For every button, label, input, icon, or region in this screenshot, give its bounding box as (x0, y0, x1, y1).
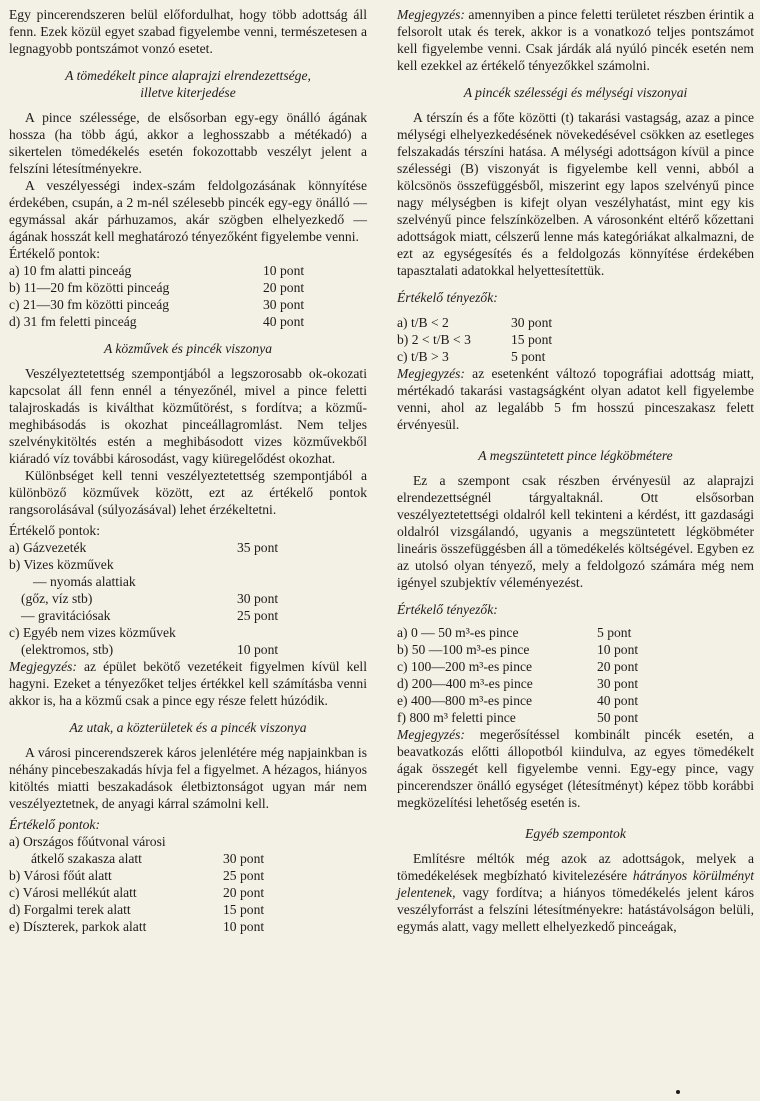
scoring-row (9, 850, 264, 867)
scoring-points: 30 pont (237, 591, 279, 606)
heading-line: A tömedékelt pince alaprajzi elrendezettsége, (65, 68, 311, 83)
note-label: Megjegyzés: (397, 7, 465, 22)
heading-line: illetve kiterjedése (140, 85, 236, 100)
scoring-item: a) Országos főútvonal városi (9, 834, 166, 849)
scoring-item: (gőz, víz stb) (21, 591, 93, 606)
scoring-item: c) t/B > 3 (397, 349, 449, 364)
scoring-item: — gravitációsak (21, 608, 111, 623)
intro-paragraph: Egy pincerendszeren belül előfordulhat, hogy több adottság áll fenn. Ezek közül egyet szabad figyelembe venni, természetesen a legnagyobb pontszámot vonzó esetet. (9, 7, 367, 56)
scoring-row (397, 331, 552, 348)
scoring-points: 25 pont (223, 868, 265, 883)
scoring-points (223, 833, 264, 850)
scoring-points: 35 pont (237, 540, 279, 555)
scoring-points: 10 pont (223, 919, 265, 934)
scoring-row (397, 348, 552, 365)
scoring-points: 20 pont (263, 280, 305, 295)
scoring-item: (elektromos, stb) (21, 642, 114, 657)
scoring-points: 20 pont (597, 659, 639, 674)
note-label: Megjegyzés: (397, 727, 465, 742)
scoring-item: e) 400—800 m³-es pince (397, 693, 533, 708)
scoring-label: Értékelő tényezők: (397, 290, 498, 305)
scoring-item: a) Gázvezeték (9, 540, 87, 555)
scoring-row (9, 262, 304, 279)
scoring-points: 40 pont (263, 314, 305, 329)
scoring-row (9, 918, 264, 935)
scoring-item: — nyomás alattiak (33, 574, 136, 589)
scoring-row (397, 692, 638, 709)
note-text: az esetenként változó topográfiai adottság miatt, mértékadó takarási vastagságként olyan adatot kell figyelembe venni, ahol az legalább 5 fm hosszú pinceszakasz felett érvényesül. (397, 366, 754, 432)
scoring-row (9, 901, 264, 918)
page-mark (676, 1090, 680, 1094)
scoring-points: 30 pont (511, 315, 553, 330)
scoring-row (9, 279, 304, 296)
scoring-row (9, 867, 264, 884)
scoring-item: a) t/B < 2 (397, 315, 449, 330)
scoring-row (9, 607, 278, 624)
section-heading-other: Egyéb szempontok (525, 826, 626, 841)
scoring-points: 15 pont (223, 902, 265, 917)
scoring-points: 50 pont (597, 710, 639, 725)
scoring-item: b) 11—20 fm közötti pinceág (9, 280, 170, 295)
note-paragraph (397, 726, 754, 811)
scoring-points: 30 pont (223, 851, 265, 866)
scoring-item: b) 50 —100 m³-es pince (397, 642, 530, 657)
note-paragraph (397, 365, 754, 433)
scoring-row (397, 314, 552, 331)
scoring-row (9, 833, 264, 850)
section-heading-utilities: A közművek és pincék viszonya (103, 341, 273, 356)
paragraph: A veszélyességi index-szám feldolgozásának könnyítése érdekében, csupán, a 2 m-nél szélesebb pincék egy-egy önálló — egymással akár párhuzamos, akár szögben elhelyezkedő — ágának hosszát kell meghatározó tényezőként figyelembe venni. (9, 178, 367, 244)
scoring-item: c) Egyéb nem vizes közművek (9, 625, 176, 640)
note-text: amennyiben a pince feletti területet részben érintik a felsorolt utak és terek, akkor is a vonatkozó teljes pontszámot kell figyelembe venni. Csak járdák alá nyúló pincék esetén nem kell ezekkel az értékelő tényezőkkel számolni. (397, 7, 754, 73)
scoring-points (237, 556, 278, 573)
scoring-points: 40 pont (597, 693, 639, 708)
paragraph: A városi pincerendszerek káros jelenlétére még napjainkban is néhány pincebeszakadás hívja fel a figyelmet. A hézagos, hiányos kitöltés miatti beszakadások életbiztonságot ugyan már nem veszélyeztetnek, de anyagi kárral számolni kell. (9, 745, 367, 811)
scoring-row (9, 296, 304, 313)
scoring-row (9, 556, 278, 573)
scoring-label: Értékelő pontok: (9, 246, 100, 261)
scoring-points: 25 pont (237, 608, 279, 623)
scoring-item: b) Vizes közművek (9, 557, 114, 572)
scoring-table (397, 314, 552, 365)
scoring-row (9, 573, 278, 590)
scoring-table (9, 262, 304, 330)
scoring-label: Értékelő pontok: (9, 523, 100, 538)
section-heading-roads: Az utak, a közterületek és a pincék viszonya (69, 720, 307, 735)
section-heading-layout (9, 67, 367, 101)
scoring-item: átkelő szakasza alatt (31, 851, 142, 866)
scoring-table (9, 833, 264, 935)
scoring-points (237, 573, 278, 590)
scoring-row (9, 539, 278, 556)
note-text: az épület bekötő vezetékeit figyelmen kívül kell hagyni. Ezeket a tényezőket teljes értékkel kell számításba venni akkor is, ha a közmű csak a pince egy része felett húzódik. (9, 659, 367, 708)
scoring-item: d) 31 fm feletti pinceág (9, 314, 137, 329)
scoring-row (397, 624, 638, 641)
right-column (397, 6, 754, 935)
scoring-item: e) Díszterek, parkok alatt (9, 919, 147, 934)
paragraph: A pince szélessége, de elsősorban egy-egy önálló ágának hossza (ha több ágú, akkor a leghosszabb a métékadó) a sikertelen tömedékelés esetén fokozottabb veszélyt jelent a felszíni létesítményekre. (9, 110, 367, 176)
scoring-item: a) 0 — 50 m³-es pince (397, 625, 519, 640)
scoring-item: c) 100—200 m³-es pince (397, 659, 533, 674)
scoring-row (397, 675, 638, 692)
scoring-points: 20 pont (223, 885, 265, 900)
scoring-label: Értékelő pontok: (9, 817, 100, 832)
scoring-item: f) 800 m³ feletti pince (397, 710, 516, 725)
note-paragraph (397, 6, 754, 74)
paragraph: A térszín és a főte közötti (t) takarási vastagság, azaz a pince mélységi elhelyezkedésének növekedésével csökken az esetleges felszakadás térszíni hatása. A mélységi adottságon kívül a pince szélességi (B) viszonyát is figyelembe kell venni, abból a kölcsönös összefüggésből, miszerint egy lapos szelvényű pince nagy mélységben is kifejt olyan veszélyhatást, mint egy kis szelvényű pince felszínközelben. A városonként eltérő kőzettani adottságok miatt, célszerű lenne más kategóriákat alkalmazni, de ezt az egységesítés és a feldolgozás könnyítése érdekében tapasztalati adatokkal helyettesítettük. (397, 110, 754, 278)
section-heading-width-depth: A pincék szélességi és mélységi viszonyai (463, 85, 688, 100)
scoring-points: 30 pont (597, 676, 639, 691)
scoring-points: 15 pont (511, 332, 553, 347)
scoring-table (9, 539, 278, 658)
scoring-points: 10 pont (237, 642, 279, 657)
paragraph (397, 850, 754, 935)
note-label: Megjegyzés: (397, 366, 465, 381)
note-text: megerősítéssel kombinált pincék esetén, a beavatkozás előtti állopotból kiindulva, az egyes tömedékelt ágak összegét kell figyelembe venni. Egy-egy pince, vagy pincerendszer önálló egységet (létesítményt) képez több korábbi megközelítési lehetőség esetén is. (397, 727, 754, 810)
scoring-item: b) 2 < t/B < 3 (397, 332, 471, 347)
section-heading-volume: A megszüntetett pince légköbmétere (478, 448, 673, 463)
scoring-points: 30 pont (263, 297, 305, 312)
text-run: Említésre méltók még azok az adottságok, melyek a tömedékelések megbízható kivitelezésére (397, 851, 754, 883)
scoring-row (9, 884, 264, 901)
scoring-row (9, 590, 278, 607)
scoring-points: 5 pont (597, 625, 632, 640)
emphasis-run: hátrányos körülményt jelentenek, (397, 868, 754, 900)
scoring-row (397, 709, 638, 726)
scoring-row (9, 641, 278, 658)
scoring-points (237, 624, 278, 641)
scoring-points: 10 pont (263, 263, 305, 278)
paragraph: Különbséget kell tenni veszélyeztetettség szempontjából a különböző közművek között, ezt az értékelő pontok rangsorolásával (súlyozásával) lehet érzékeltetni. (9, 468, 367, 517)
scoring-item: b) Városi főút alatt (9, 868, 112, 883)
scoring-label: Értékelő tényezők: (397, 602, 498, 617)
scoring-row (397, 641, 638, 658)
scoring-table (397, 624, 638, 726)
note-paragraph (9, 658, 367, 709)
text-run: vagy fordítva; a hiányos tömedékelés jelent káros veszélyforrást a felszíni létesítményekre: hatástávolságon belüli, egymás alatt, vagy mellett elhelyezkedő pinceágak, (397, 885, 754, 934)
paragraph: Veszélyeztetettség szempontjából a legszorosabb ok-okozati kapcsolat áll fenn ennél a tényezőnél, mivel a pince feletti talajroskadás is kiválthat közműtörést, s fordítva; a közmű-meghibásodás is okozhat pinceállagromlást. Nem teljes szelvénykitöltés estén a meghibásodott vizes közművekből kiáradó víz további károsodást, vagy kiüregelődést okozhat. (9, 366, 367, 466)
scoring-item: c) Városi mellékút alatt (9, 885, 137, 900)
scoring-row (9, 313, 304, 330)
scoring-item: d) Forgalmi terek alatt (9, 902, 131, 917)
scoring-points: 5 pont (511, 349, 546, 364)
note-label: Megjegyzés: (9, 659, 77, 674)
paragraph: Ez a szempont csak részben érvényesül az alaprajzi elrendezettségnél tárgyaltaknál. Ott elsősorban veszélyeztetettségi oldalról kell tekinteni a kérdést, itt gazdasági oldalról vizsgálandó, ugyanis a megszüntetett légköbméter lineáris összefüggésben áll a tömedékelés költségével. Egyben ez az utolsó olyan tényező, mely a feldolgozó számára még nem igényel szubjektív véleményezést. (397, 473, 754, 590)
scoring-item: c) 21—30 fm közötti pinceág (9, 297, 170, 312)
left-column (9, 6, 367, 935)
scoring-item: d) 200—400 m³-es pince (397, 676, 533, 691)
scoring-row (9, 624, 278, 641)
scoring-row (397, 658, 638, 675)
scoring-item: a) 10 fm alatti pinceág (9, 263, 132, 278)
scoring-points: 10 pont (597, 642, 639, 657)
